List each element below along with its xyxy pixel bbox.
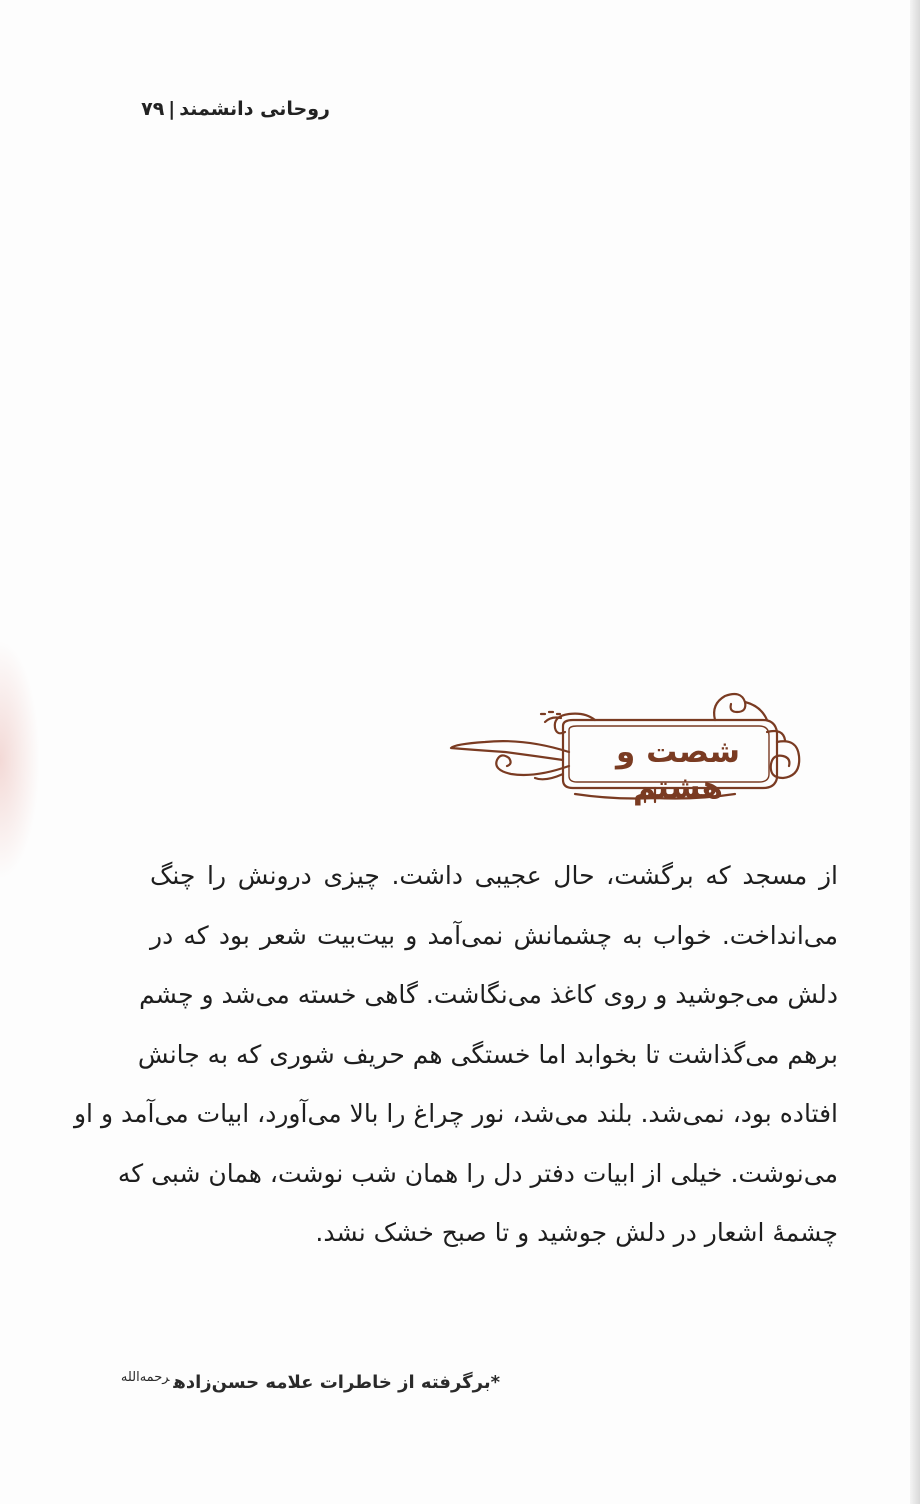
header-separator: |	[168, 98, 176, 120]
page-edge	[910, 0, 920, 1504]
body-line: چشمهٔ اشعار در دلش جوشید و تا صبح خشک نشد.	[315, 1218, 838, 1247]
book-title: روحانی دانشمند	[179, 98, 330, 120]
honorific-mark: رحمه‌الله	[120, 1370, 170, 1385]
body-line: افتاده بود، نمی‌شد. بلند می‌شد، نور چراغ را بالا می‌آورد، ابیات می‌آمد و او	[73, 1099, 838, 1128]
body-line: دلش می‌جوشید و روی کاغذ می‌نگاشت. گاهی خسته می‌شد و چشم	[139, 980, 838, 1009]
body-paragraph	[73, 846, 838, 1263]
page-number: ۷۹	[141, 98, 165, 120]
footnote	[121, 1370, 500, 1393]
body-line: از مسجد که برگشت، حال عجیبی داشت. چیزی درونش را چنگ	[150, 861, 838, 890]
body-line: برهم می‌گذاشت تا بخوابد اما خستگی هم حریف شوری که به جانش	[137, 1039, 838, 1069]
running-head	[141, 98, 330, 120]
body-line: می‌نوشت. خیلی از ابیات دفتر دل را همان شب نوشت، همان شبی که	[117, 1158, 838, 1188]
chapter-title: شصت و هشتم	[616, 734, 740, 806]
body-line: می‌انداخت. خواب به چشمانش نمی‌آمد و بیت‌بیت شعر بود که در	[150, 920, 838, 950]
footnote-text: *برگرفته از خاطرات علامه حسن‌زاده	[173, 1372, 500, 1393]
page-stain	[0, 640, 40, 880]
